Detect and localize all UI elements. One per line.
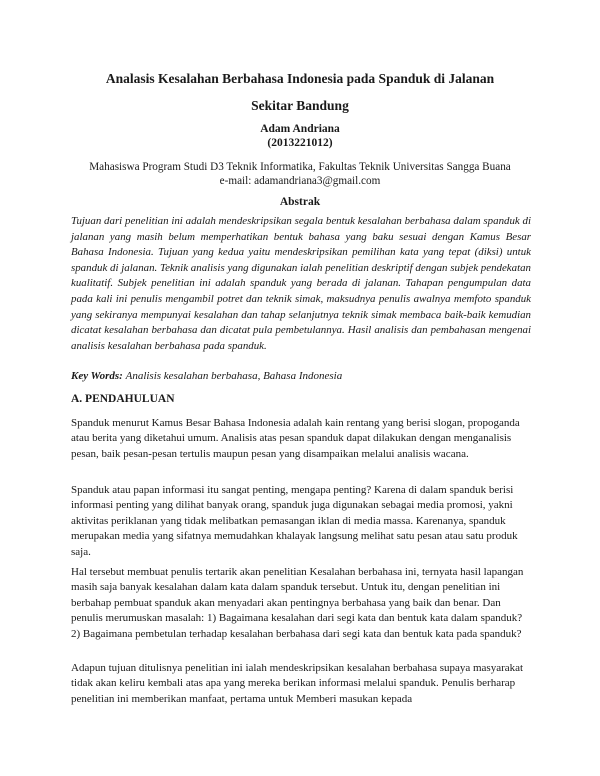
paper-title-line2: Sekitar Bandung: [251, 98, 349, 113]
keywords-label: Key Words:: [71, 370, 123, 382]
paragraph-1: Spanduk menurut Kamus Besar Bahasa Indonesia adalah kain rentang yang berisi slogan, propoganda atau berita yang diketahui umum. Analisis atas pesan spanduk dapat dilakukan dengan menganalisis pesan, baik pesan-pesan tertulis maupun pesan yang disampaikan melalui analisis wacana.: [71, 417, 520, 460]
affiliation-block: [0, 160, 600, 188]
paragraph-2: Spanduk atau papan informasi itu sangat penting, mengapa penting? Karena di dalam spanduk berisi informasi penting yang dilihat banyak orang, spanduk juga digunakan sebagai media promosi, yakni aktivitas periklanan yang tidak melibatkan pemasangan iklan di media massa. Karenanya, spanduk merupakan media yang sifatnya memudahkan khalayak langsung melihat satu pesan atau satu produk saja.: [71, 484, 518, 558]
paper-title-line1: Analasis Kesalahan Berbahasa Indonesia pada Spanduk di Jalanan: [105, 71, 495, 86]
keywords: [71, 370, 531, 382]
paragraph-4: Adapun tujuan ditulisnya penelitian ini ialah mendeskripsikan kesalahan berbahasa supaya masyarakat tidak akan keliru kembali atas apa yang mereka berikan informasi melalui spanduk. Penulis berharap penelitian ini memberikan manfaat, pertama untuk Memberi masukan kepada: [71, 662, 524, 705]
abstract-heading: Abstrak: [279, 196, 321, 208]
keywords-text: Analisis kesalahan berbahasa, Bahasa Indonesia: [125, 370, 343, 382]
author-name: Adam Andriana: [260, 123, 340, 135]
paragraph-3: Hal tersebut membuat penulis tertarik akan penelitian Kesalahan berbahasa ini, ternyata hasil lapangan masih saja banyak kesalahan dalam kata dalam spanduk tersebut. Untuk itu, dengan penelitian ini berbahap pembuat spanduk akan menyadari akan pentingnya berbahasa yang baik dan benar. Dan penulis merumuskan masalah: 1) Bagaimana kesalahan dari segi kata dan bentuk kata dalam spanduk? 2) Bagaimana pembetulan terhadap kesalahan berbahasa dari segi kata dan bentuk kata pada spanduk?: [71, 566, 524, 640]
abstract-text: Tujuan dari penelitian ini adalah mendeskripsikan segala bentuk kesalahan berbahasa dalam spanduk di jalanan yang masih belum memperhatikan bentuk bahasa yang baku sesuai dengan Kamus Besar Bahasa Indonesia. Tujuan yang kedua yaitu mendeskripsikan pemilihan kata yang tepat (diksi) untuk spanduk di jalanan. Teknik analisis yang digunakan ialah penelitian deskriptif dengan subjek pendekatan kualitatif. Subjek penelitian ini adalah spanduk yang berada di jalanan. Tahapan pengumpulan data pada kali ini penulis mengambil potret dan teknik simak, maksudnya penulis awalnya memfoto spanduk yang sekiranya mempunyai kesalahan dan tahap selanjutnya teknik simak membaca baik-baik kemudian dicatat kesalahan berbahasa dan dicatat pula pembetulannya. Hasil analisis dan pembahasan mengenai analisis kesalahan berbahasa pada spanduk.: [71, 215, 531, 352]
author-id: (2013221012): [267, 137, 333, 149]
author-block: [0, 122, 600, 150]
affiliation: Mahasiswa Program Studi D3 Teknik Informatika, Fakultas Teknik Universitas Sangga Buana: [89, 161, 511, 173]
email: e-mail: adamandriana3@gmail.com: [219, 175, 381, 187]
section-heading: A. PENDAHULUAN: [71, 393, 175, 405]
